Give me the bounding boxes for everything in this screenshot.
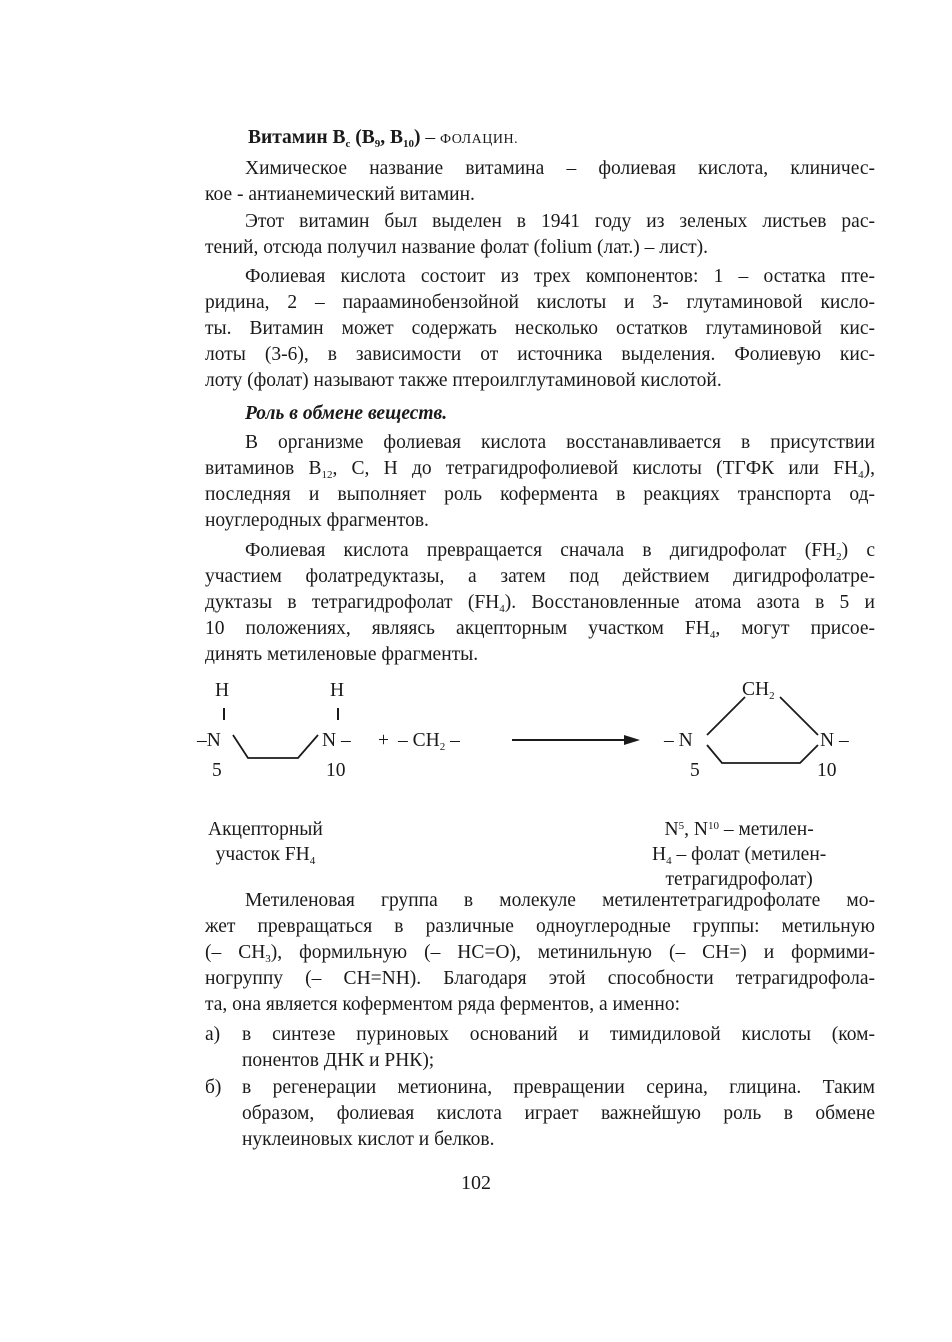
- label-plus: +: [378, 730, 389, 751]
- subscript: 4: [309, 855, 316, 867]
- caption-methylene-thf: [652, 817, 826, 892]
- caption-line: тетрагидрофолат): [665, 869, 813, 890]
- list-item: [205, 1075, 875, 1153]
- text-fragment: дуктазы в тетрагидрофолат (FH: [205, 592, 500, 613]
- label-n-left: –N: [197, 730, 221, 751]
- subscript: 2: [836, 551, 842, 563]
- text-line: Метиленовая группа в молекуле метилентетрагидрофолате мо-: [245, 890, 875, 911]
- caption-line: [208, 842, 323, 867]
- vitamin-title: Витамин $B_c$ ($B_9$, $B_{10}$) – ФОЛАЦИН.: [248, 127, 519, 150]
- superscript: 10: [707, 820, 719, 832]
- caption-line: [652, 842, 826, 867]
- text-fragment: участок FH: [215, 844, 310, 865]
- subscript: 4: [709, 629, 716, 641]
- title-word: Витамин: [248, 127, 328, 148]
- subscript: 4: [666, 855, 672, 867]
- text-line: образом, фолиевая кислота играет важнейшую роль в обмене: [242, 1103, 875, 1124]
- label-n5-product: – N: [664, 730, 693, 751]
- ring-fragment-right: [707, 745, 818, 763]
- title-b9: B: [361, 127, 375, 148]
- text-line: последняя и выполняет роль кофермента в реакциях транспорта од-: [205, 484, 875, 505]
- text-fragment: , C, H до тетрагидрофолиевой кислоты (ТГФК или FH: [332, 458, 859, 479]
- label-n-right: N –: [322, 730, 351, 751]
- text-fragment: – фолат (метилен-: [671, 844, 827, 865]
- list-marker: б): [205, 1077, 222, 1098]
- text-fragment: N: [664, 819, 679, 840]
- text-line: лоту (фолат) называют также птероилглутаминовой кислотой.: [205, 370, 722, 391]
- superscript: 5: [678, 820, 685, 832]
- text-line: та, она является коферментом ряда ферментов, а именно:: [205, 994, 680, 1015]
- label-position-5-left: 5: [212, 760, 222, 781]
- page-number: 102: [461, 1172, 491, 1194]
- label-position-5-right: 5: [690, 760, 700, 781]
- caption-line: [652, 817, 826, 842]
- text-line: Химическое название витамина – фолиевая кислота, клиничес-: [245, 158, 875, 179]
- list-marker: а): [205, 1024, 221, 1045]
- text-fragment: 10 положениях, являясь акцепторным участком FH: [205, 618, 710, 639]
- text-line: ты. Витамин может содержать несколько остатков глутаминовой кис-: [205, 318, 875, 339]
- paragraph-methylene-group: [205, 888, 875, 1018]
- text-fragment: – метилен-: [718, 819, 814, 840]
- text-fragment: Фолиевая кислота превращается сначала в дигидрофолат (FH: [245, 540, 837, 561]
- bond-ch2-n10: [780, 697, 818, 735]
- bond-n5-ch2: [707, 697, 745, 735]
- text-line: в регенерации метионина, превращении серина, глицина. Таким: [242, 1077, 875, 1098]
- text-line: лоты (3-6), в зависимости от источника выделения. Фолиевую кис-: [205, 344, 875, 365]
- text-fragment: CH: [742, 679, 770, 700]
- text-fragment: – CH: [398, 730, 440, 751]
- label-n10-product: N –: [820, 730, 849, 751]
- text-line: Этот витамин был выделен в 1941 году из зеленых листьев рас-: [245, 211, 875, 232]
- label-h-left: H: [215, 680, 230, 701]
- text-line: ноуглеродных фрагментов.: [205, 510, 429, 531]
- text-fragment: ) с: [841, 540, 875, 561]
- list-item: [205, 1022, 875, 1074]
- text-line: понентов ДНК и РНК);: [242, 1050, 435, 1071]
- label-h-right: H: [330, 680, 345, 701]
- reaction-arrow-head: [624, 735, 640, 745]
- text-line: в синтезе пуриновых оснований и тимидиловой кислоты (ком-: [242, 1024, 875, 1045]
- role-heading: Роль в обмене веществ.: [245, 403, 448, 424]
- text-fragment: , N: [684, 819, 708, 840]
- text-fragment: , могут присое-: [715, 618, 875, 639]
- text-line: В организме фолиевая кислота восстанавливается в присутствии: [245, 432, 875, 453]
- subscript: 12: [321, 469, 333, 481]
- title-b10: B: [389, 127, 403, 148]
- text-line: ридина, 2 – парааминобензойной кислоты и 3- глутаминовой кисло-: [205, 292, 875, 313]
- text-line: жет превращаться в различные одноуглеродные группы: метильную: [205, 916, 875, 937]
- text-line: участием фолатредуктазы, а затем под действием дигидрофолатре-: [205, 566, 875, 587]
- text-line: Фолиевая кислота состоит из трех компонентов: 1 – остатка пте-: [245, 266, 875, 287]
- label-ch2-product: [742, 678, 775, 702]
- caption-line: Акцепторный: [208, 819, 323, 840]
- subscript: 4: [858, 469, 864, 481]
- text-line: тений, отсюда получил название фолат (folium (лат.) – лист).: [205, 237, 709, 258]
- title-sub-c: c: [345, 138, 351, 150]
- title-vitamin-letter: B: [332, 127, 346, 148]
- subscript: 3: [265, 953, 271, 965]
- text-line: ногруппу (– CH=NH). Благодаря этой способности тетрагидрофола-: [205, 968, 875, 989]
- text-fragment: витаминов B: [205, 458, 322, 479]
- list-body: [242, 1075, 875, 1153]
- list-body: [242, 1022, 875, 1074]
- text-fragment: ). Восстановленные атома азота в 5 и: [504, 592, 875, 613]
- text-line: динять метиленовые фрагменты.: [205, 644, 479, 665]
- title-sub-9: 9: [374, 138, 381, 150]
- label-position-10-right: 10: [817, 760, 837, 781]
- ring-fragment-left: [233, 735, 318, 758]
- text-line: кое - антианемический витамин.: [205, 184, 475, 205]
- text-fragment: ),: [863, 458, 875, 479]
- label-ch2-reagent: [398, 729, 460, 753]
- text-line: нуклеиновых кислот и белков.: [242, 1129, 495, 1150]
- label-position-10-left: 10: [326, 760, 346, 781]
- title-suffix: ФОЛАЦИН.: [440, 132, 519, 147]
- text-fragment: (– CH: [205, 942, 266, 963]
- subscript: 2: [439, 741, 446, 753]
- subscript: 4: [499, 603, 505, 615]
- text-line: [205, 940, 875, 966]
- text-fragment: –: [445, 730, 460, 751]
- subscript: 2: [769, 690, 775, 702]
- title-sub-10: 10: [403, 138, 414, 150]
- text-fragment: ), формильную (– HC=O), метинильную (– CH=) и формими-: [270, 942, 875, 963]
- text-fragment: H: [652, 844, 667, 865]
- caption-acceptor-site: [208, 817, 323, 867]
